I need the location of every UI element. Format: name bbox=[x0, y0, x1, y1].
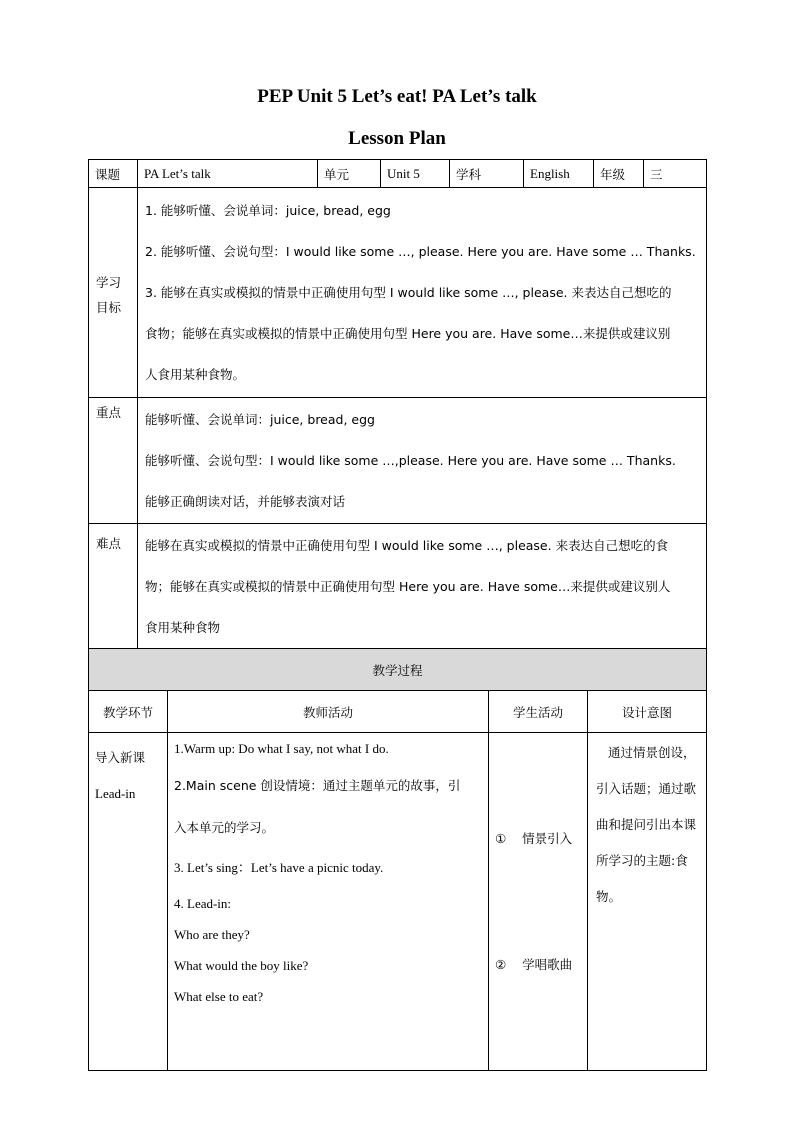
key-points-content bbox=[138, 398, 707, 524]
teacher-line: 1.Warm up: Do what I say, not what I do. bbox=[174, 741, 389, 756]
objective-line: 食物；能够在真实或模拟的情景中正确使用句型 Here you are. Have some…来提供或建议别 bbox=[145, 326, 671, 341]
info-row bbox=[89, 160, 707, 188]
difficulty-line: 物；能够在真实或模拟的情景中正确使用句型 Here you are. Have some…来提供或建议别人 bbox=[145, 579, 671, 594]
lesson-info-table bbox=[88, 159, 707, 651]
teacher-line: What else to eat? bbox=[174, 989, 264, 1004]
teacher-line: 4. Lead-in: bbox=[174, 896, 232, 911]
stage-en: Lead-in bbox=[95, 786, 136, 801]
student-item: ② 学唱歌曲 bbox=[495, 957, 573, 972]
student-item: ① 情景引入 bbox=[495, 831, 573, 846]
objective-line: 2. 能够听懂、会说句型：I would like some …, please. Here you are. Have some … Thanks. bbox=[145, 244, 696, 259]
col-student: 学生活动 bbox=[489, 691, 588, 733]
objectives-label bbox=[89, 188, 138, 398]
stage-cn: 导入新课 bbox=[95, 750, 146, 765]
difficulty-line: 能够在真实或模拟的情景中正确使用句型 I would like some …, please. 来表达自己想吃的食 bbox=[145, 538, 669, 553]
key-points-label-text: 重点 bbox=[96, 405, 122, 420]
design-intent-cell bbox=[588, 733, 707, 1071]
teacher-line: What would the boy like? bbox=[174, 958, 309, 973]
col-teacher: 教师活动 bbox=[168, 691, 489, 733]
process-header-row bbox=[89, 649, 707, 691]
grade-label: 年级 bbox=[594, 160, 644, 188]
design-intent-text: 通过情景创设，引入话题；通过歌曲和提问引出本课所学习的主题:食物。 bbox=[596, 745, 697, 904]
difficulties-label-text: 难点 bbox=[96, 536, 122, 551]
objectives-label-1: 学习 bbox=[96, 275, 122, 290]
objectives-row bbox=[89, 188, 707, 398]
stage-cell bbox=[89, 733, 168, 1071]
col-design: 设计意图 bbox=[588, 691, 707, 733]
process-row-lead-in bbox=[89, 733, 707, 1071]
difficulties-label bbox=[89, 524, 138, 651]
subject-value: English bbox=[524, 160, 594, 188]
student-activity-cell bbox=[489, 733, 588, 1071]
objectives-label-2: 目标 bbox=[96, 300, 122, 315]
process-column-headers bbox=[89, 691, 707, 733]
topic-label: 课题 bbox=[89, 160, 138, 188]
teacher-line: 入本单元的学习。 bbox=[174, 820, 275, 835]
unit-label: 单元 bbox=[318, 160, 381, 188]
teaching-process-table bbox=[88, 648, 707, 1071]
difficulty-line: 食用某种食物 bbox=[145, 620, 221, 635]
key-points-label bbox=[89, 398, 138, 524]
objective-line: 3. 能够在真实或模拟的情景中正确使用句型 I would like some …, please. 来表达自己想吃的 bbox=[145, 285, 672, 300]
grade-value: 三 bbox=[644, 160, 707, 188]
document-title: PEP Unit 5 Let’s eat! PA Let’s talk bbox=[257, 86, 537, 107]
objective-line: 1. 能够听懂、会说单词：juice, bread, egg bbox=[145, 203, 391, 218]
teacher-line: 2.Main scene 创设情境：通过主题单元的故事，引 bbox=[174, 778, 461, 793]
topic-value: PA Let’s talk bbox=[138, 160, 318, 188]
teacher-line: Who are they? bbox=[174, 927, 250, 942]
difficulties-row bbox=[89, 524, 707, 651]
unit-value: Unit 5 bbox=[381, 160, 450, 188]
document-subtitle: Lesson Plan bbox=[348, 128, 446, 149]
teacher-line: 3. Let’s sing：Let’s have a picnic today. bbox=[174, 860, 384, 875]
key-points-row bbox=[89, 398, 707, 524]
key-point-line: 能够正确朗读对话，并能够表演对话 bbox=[145, 494, 346, 509]
objective-line: 人食用某种食物。 bbox=[145, 367, 246, 382]
teacher-activity-cell bbox=[168, 733, 489, 1071]
process-header: 教学过程 bbox=[89, 649, 707, 691]
col-stage: 教学环节 bbox=[89, 691, 168, 733]
key-point-line: 能够听懂、会说单词：juice, bread, egg bbox=[145, 412, 375, 427]
objectives-content bbox=[138, 188, 707, 398]
subject-label: 学科 bbox=[450, 160, 524, 188]
key-point-line: 能够听懂、会说句型：I would like some …,please. Here you are. Have some … Thanks. bbox=[145, 453, 676, 468]
difficulties-content bbox=[138, 524, 707, 651]
